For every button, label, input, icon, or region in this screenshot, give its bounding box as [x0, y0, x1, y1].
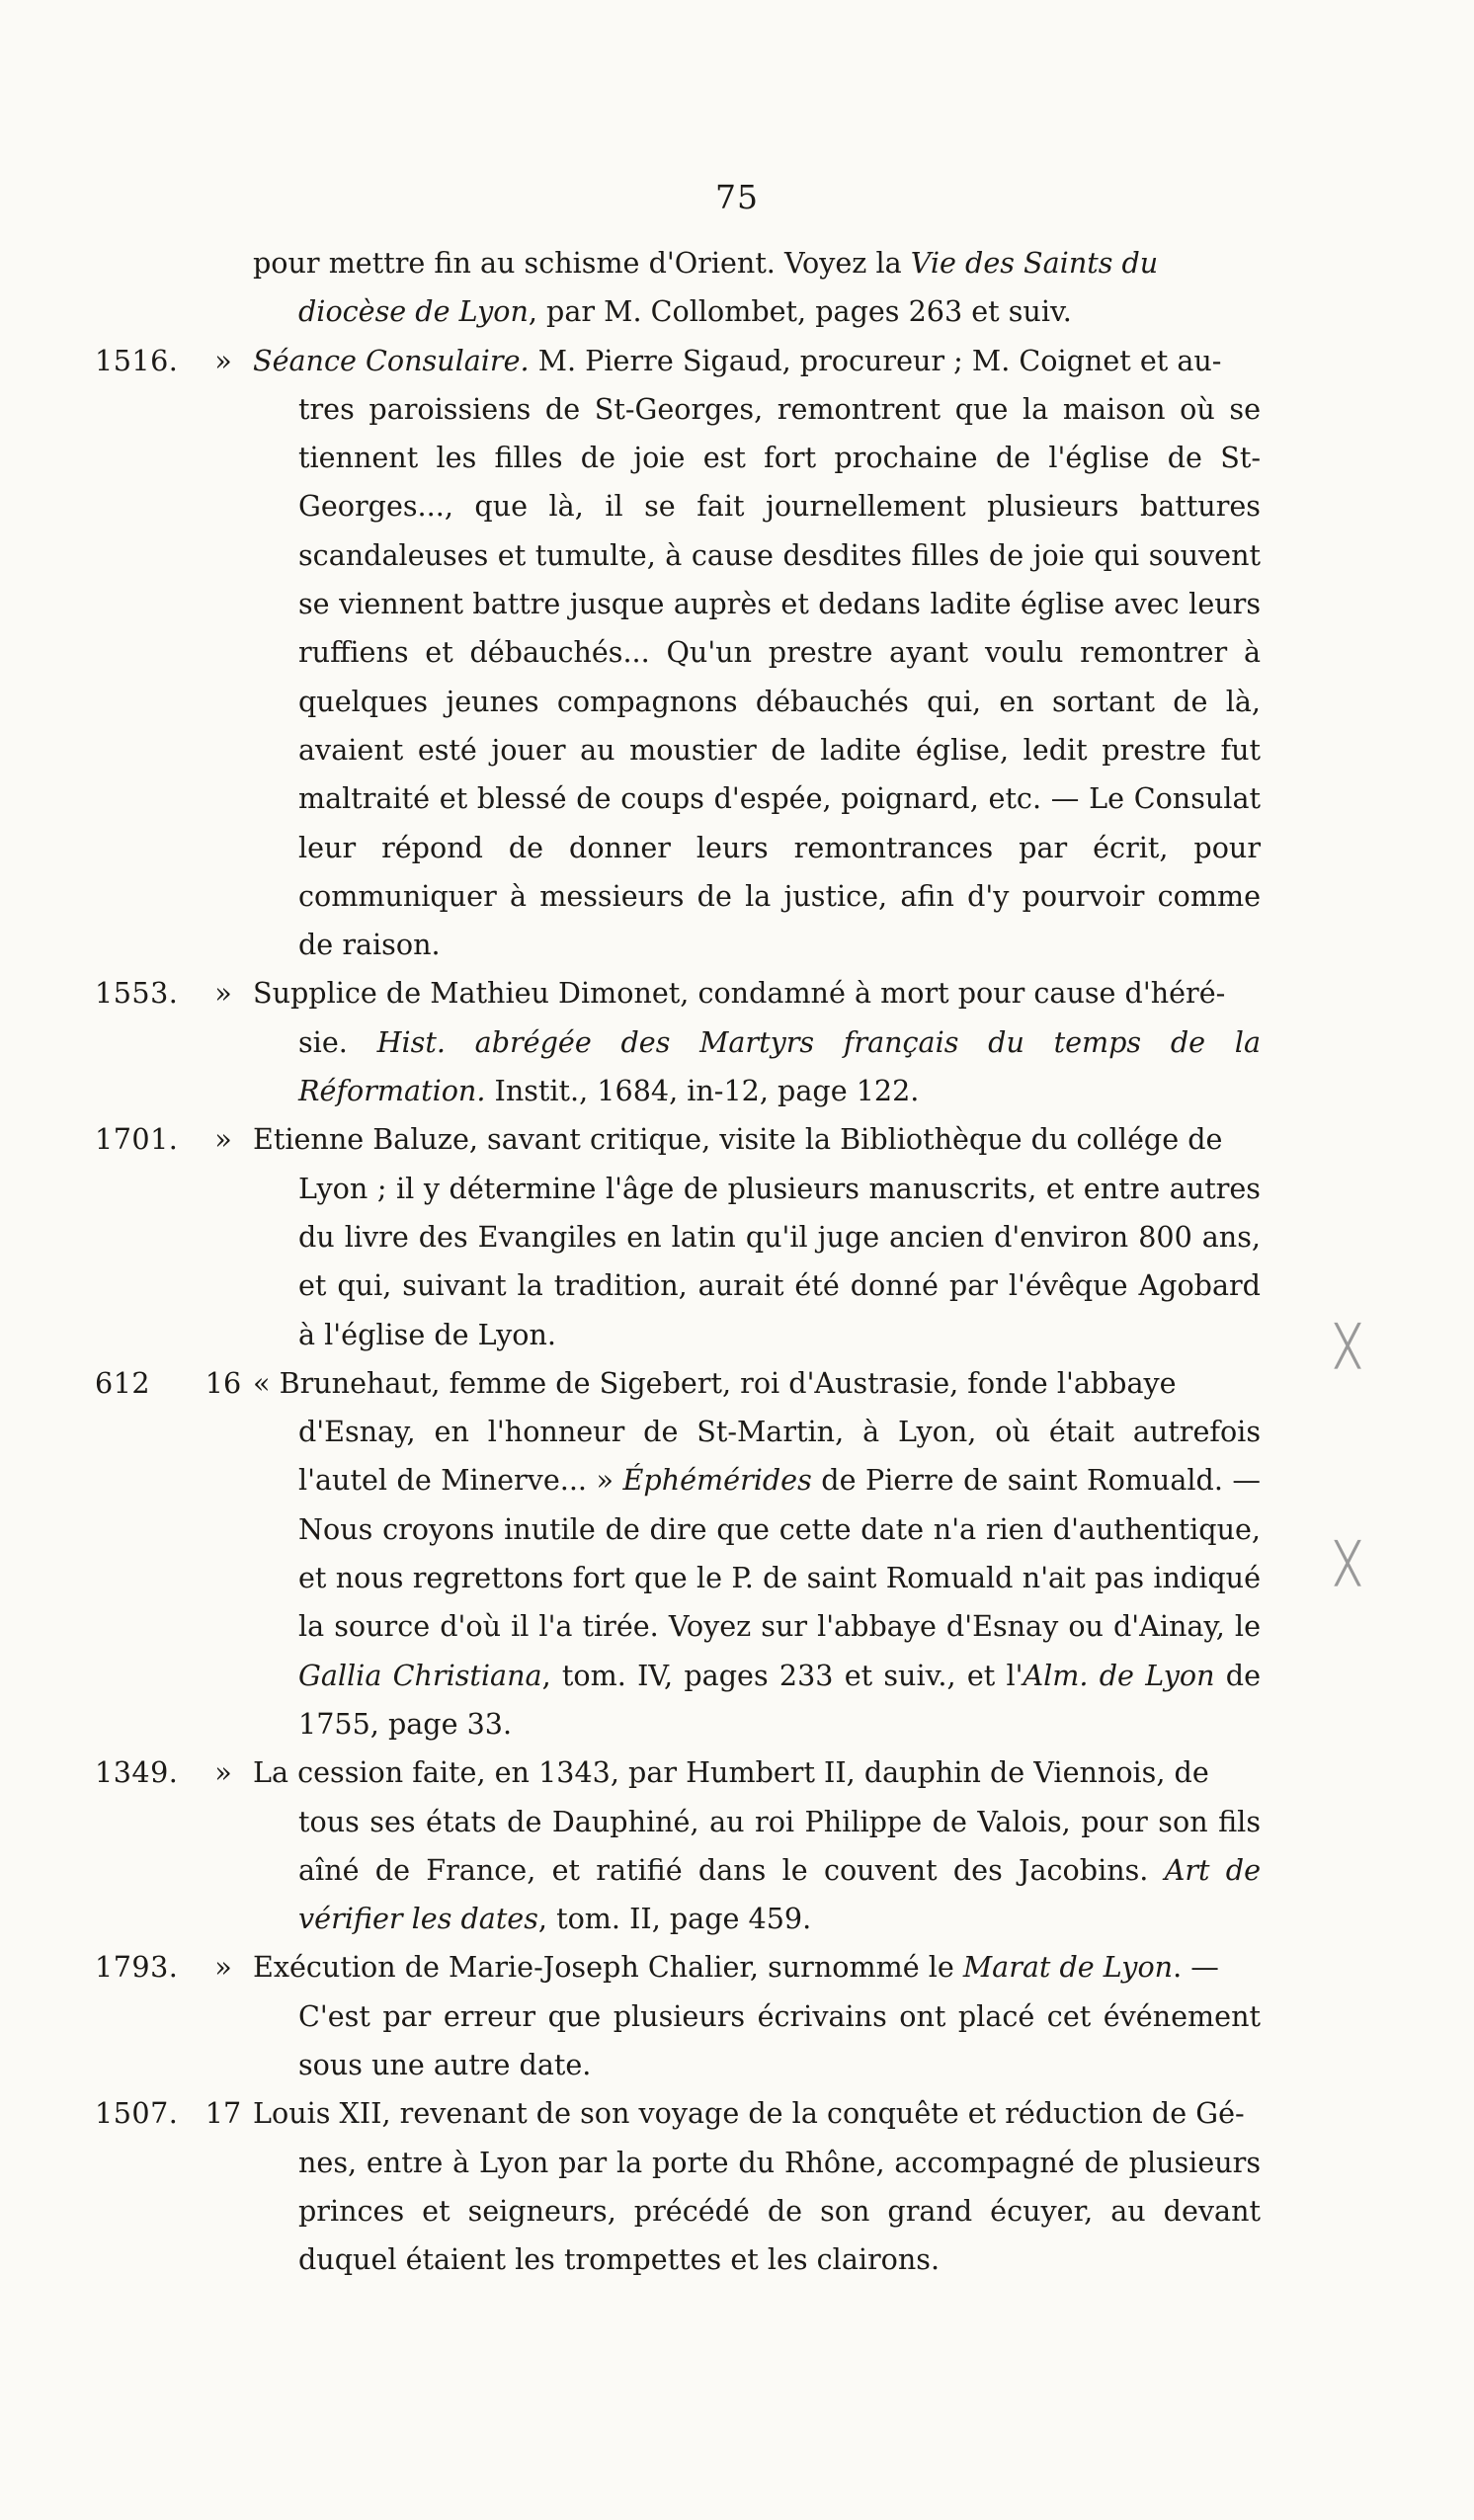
entry-text — [253, 969, 1261, 1115]
entry — [95, 1748, 1261, 1943]
entry-text — [253, 1748, 1261, 1943]
entry-continuation — [253, 2139, 1261, 2285]
entry-year: 1553. — [95, 976, 179, 1011]
text-run: pour mettre fin au schisme d'Orient. Voyez la — [253, 246, 911, 280]
italic-text: Gallia Christiana — [298, 1658, 542, 1692]
text-run: La cession faite, en 1343, par Humbert II, dauphin de Viennois, de — [253, 1755, 1209, 1790]
text-run: , par M. Collombet, pages 263 et suiv. — [528, 294, 1072, 329]
text-run: tous ses états de Dauphiné, au roi Philippe de Valois, pour son fils aîné de France, et ratifié dans le couvent des Jacobins. — [298, 1804, 1261, 1887]
entry-continuation — [253, 1798, 1261, 1944]
entry-day: » — [214, 1755, 232, 1790]
entry-continuation — [253, 287, 1261, 336]
text-run: de Pierre de saint Romuald. — Nous croyons inutile de dire que cette date n'a rien d'authentique, et nous regrettons fort que le P. de saint Romuald n'ait pas indiqué la source d'où il l'a tirée. Voyez sur l'abbaye d'Esnay ou d'Ainay, le — [298, 1463, 1262, 1644]
entry-year: 1701. — [95, 1122, 179, 1157]
entry-day: » — [214, 976, 232, 1011]
text-run: nes, entre à Lyon par la porte du Rhône, accompagné de plusieurs princes et seigneurs, précédé de son grand écuyer, au devant duquel étaient les trompettes et les clairons. — [298, 2145, 1261, 2277]
entry — [95, 2089, 1261, 2284]
text-run: « Brunehaut, femme de Sigebert, roi d'Austrasie, fonde l'abbaye — [253, 1365, 1177, 1400]
text-run: C'est par erreur que plusieurs écrivains ont placé cet événement sous une autre date. — [298, 1998, 1261, 2081]
entry-day: » — [214, 1950, 232, 1985]
entry-text — [253, 337, 1261, 970]
entry-first-line — [253, 2089, 1261, 2138]
italic-text: Alm. de Lyon — [1023, 1658, 1215, 1692]
italic-text: Éphémérides — [622, 1463, 812, 1498]
italic-text: diocèse de Lyon — [298, 294, 529, 329]
entry-first-line — [253, 1748, 1261, 1797]
text-run: Louis XII, revenant de son voyage de la conquête et réduction de Gé- — [253, 2096, 1245, 2131]
entry-first-line — [253, 1359, 1261, 1408]
entry-year: 1516. — [95, 343, 179, 377]
entry-continuation — [253, 385, 1261, 970]
ephemerides-entries — [95, 239, 1261, 2284]
text-run: . — — [1173, 1950, 1219, 1985]
entry — [95, 1359, 1261, 1748]
entry-first-line — [253, 1115, 1261, 1164]
entry-first-line — [253, 969, 1261, 1017]
entry-continuation — [253, 1165, 1261, 1359]
entry-day: 17 — [205, 2096, 242, 2131]
page-number: 75 — [715, 178, 759, 216]
text-run: de 1755, page 33. — [298, 1658, 1261, 1741]
italic-text: Vie des Saints du — [910, 246, 1159, 280]
text-run: , tom. II, page 459. — [537, 1902, 812, 1936]
entry-text — [253, 1115, 1261, 1358]
entry-day: 16 — [205, 1365, 242, 1400]
entry — [95, 337, 1261, 970]
text-run: d'Esnay, en l'honneur de St-Martin, à Lyon, où était autrefois l'autel de Minerve... » — [298, 1415, 1261, 1498]
margin-mark: ╳ — [1336, 1324, 1360, 1369]
entry-first-line — [253, 239, 1261, 287]
entry — [95, 1115, 1261, 1358]
entry-first-line — [253, 1943, 1261, 1992]
entry-year: 1507. — [95, 2096, 179, 2131]
italic-text: Séance Consulaire. — [253, 343, 530, 377]
entry-text — [253, 2089, 1261, 2284]
entry-text — [253, 1359, 1261, 1748]
entry-year: 1349. — [95, 1755, 179, 1790]
entry — [95, 1943, 1261, 2089]
text-run: tres paroissiens de St-Georges, remontrent que la maison où se tiennent les filles de joie est fort prochaine de l'église de St-Georges..., que là, il se fait journellement plusieurs battures scandaleuses et tumulte, à cause desdites filles de joie qui souvent se viennent battre jusque auprès et dedans ladite église avec leurs ruffiens et débauchés... Qu'un prestre ayant voulu remontrer à quelques jeunes compagnons débauchés qui, en sortant de là, avaient esté jouer au moustier de ladite église, ledit prestre fut maltraité et blessé de coups d'espée, poignard, etc. — Le Consulat leur répond de donner leurs remontrances par écrit, pour communiquer à messieurs de la justice, afin d'y pourvoir comme de raison. — [298, 391, 1261, 962]
italic-text: Hist. abrégée des Martyrs français du temps de la Réformation. — [298, 1024, 1261, 1108]
entry-text — [253, 1943, 1261, 2089]
text-run: Instit., 1684, in-12, page 122. — [485, 1074, 920, 1108]
text-run: sie. — [298, 1024, 377, 1059]
entry-text — [253, 239, 1261, 337]
entry-day: » — [214, 1122, 232, 1157]
text-run: , tom. IV, pages 233 et suiv., et l' — [541, 1658, 1024, 1692]
entry-day: » — [214, 343, 232, 377]
entry-year: 1793. — [95, 1950, 179, 1985]
margin-mark: ╳ — [1336, 1541, 1360, 1586]
text-run: M. Pierre Sigaud, procureur ; M. Coignet et au- — [529, 343, 1222, 377]
entry-first-line — [253, 337, 1261, 385]
text-run: Exécution de Marie-Joseph Chalier, surnommé le — [253, 1950, 963, 1985]
entry-year: 612 — [95, 1365, 151, 1400]
text-run: Supplice de Mathieu Dimonet, condamné à mort pour cause d'héré- — [253, 976, 1226, 1011]
entry — [95, 969, 1261, 1115]
entry-continuation — [253, 1992, 1261, 2090]
italic-text: Marat de Lyon — [962, 1950, 1174, 1985]
text-run: Etienne Baluze, savant critique, visite la Bibliothèque du collége de — [253, 1122, 1223, 1157]
entry-continuation — [253, 1018, 1261, 1116]
entry — [95, 239, 1261, 337]
entry-continuation — [253, 1408, 1261, 1748]
text-run: Lyon ; il y détermine l'âge de plusieurs manuscrits, et entre autres du livre des Evangiles en latin qu'il juge ancien d'environ 800 ans, et qui, suivant la tradition, aurait été donné par l'évêque Agobard à l'église de Lyon. — [298, 1171, 1261, 1351]
italic-text: Art de vérifier les dates — [298, 1852, 1261, 1936]
